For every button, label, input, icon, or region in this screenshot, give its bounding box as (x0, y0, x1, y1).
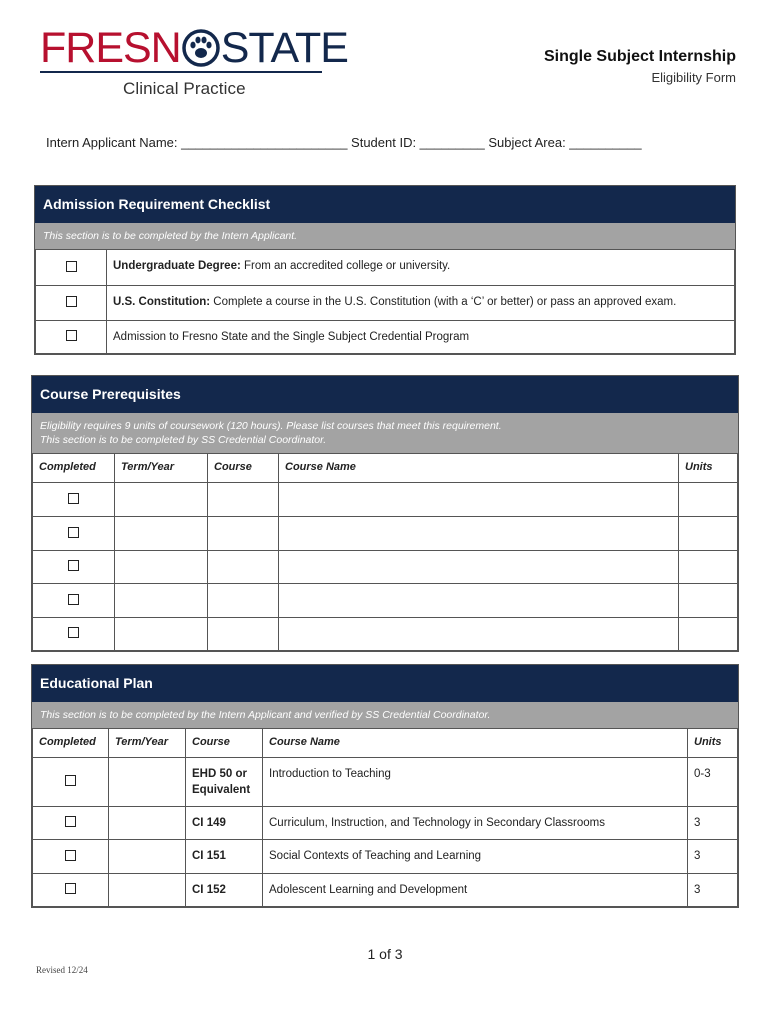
course-name-cell: Adolescent Learning and Development (263, 874, 688, 907)
page-number: 1 of 3 (367, 946, 403, 962)
educational-plan-note: This section is to be completed by the Intern Applicant and verified by SS Credential Coordinator. (32, 702, 738, 728)
table-header-row (33, 729, 738, 758)
admission-checklist-table (35, 249, 735, 354)
form-subtitle: Eligibility Form (651, 70, 736, 85)
units-cell: 0-3 (688, 758, 738, 807)
table-row (33, 517, 738, 551)
checkbox[interactable] (66, 261, 77, 272)
checklist-item-text: Complete a course in the U.S. Constitution (with a ‘C’ or better) or pass an approved exam. (210, 296, 677, 308)
checkbox[interactable] (66, 330, 77, 341)
units-cell: 3 (688, 807, 738, 840)
checklist-item-text: Admission to Fresno State and the Single Subject Credential Program (113, 331, 470, 343)
course-cell[interactable] (208, 551, 279, 584)
table-row (33, 618, 738, 651)
checkbox[interactable] (68, 594, 79, 605)
col-units: Units (679, 454, 738, 483)
course-cell[interactable] (208, 584, 279, 618)
logo-wordmark (40, 24, 348, 72)
units-cell[interactable] (679, 483, 738, 517)
prerequisites-section (31, 375, 739, 652)
course-name-cell[interactable] (279, 483, 679, 517)
admission-section-note: This section is to be completed by the Intern Applicant. (35, 223, 735, 249)
col-units: Units (688, 729, 738, 758)
course-cell[interactable] (208, 618, 279, 651)
checkbox[interactable] (66, 296, 77, 307)
course-name-cell[interactable] (279, 584, 679, 618)
prerequisites-table (32, 453, 738, 651)
course-name-cell: Social Contexts of Teaching and Learning (263, 840, 688, 874)
logo-subtitle: Clinical Practice (123, 79, 246, 98)
logo-text-state: STATE (220, 24, 348, 72)
checklist-row (36, 321, 735, 354)
term-year-cell[interactable] (115, 618, 208, 651)
prerequisites-section-note (32, 413, 738, 453)
units-cell[interactable] (679, 618, 738, 651)
prerequisites-section-title: Course Prerequisites (32, 376, 738, 413)
term-year-cell[interactable] (115, 551, 208, 584)
col-course: Course (186, 729, 263, 758)
paw-icon (182, 28, 220, 68)
checklist-item-label: U.S. Constitution: (113, 296, 211, 308)
checklist-row (36, 286, 735, 321)
term-year-cell[interactable] (109, 758, 186, 807)
col-term-year: Term/Year (109, 729, 186, 758)
checklist-item-label: Undergraduate Degree: (113, 260, 241, 272)
term-year-cell[interactable] (115, 517, 208, 551)
units-cell[interactable] (679, 584, 738, 618)
checkbox[interactable] (65, 883, 76, 894)
table-row (33, 874, 738, 907)
checkbox[interactable] (68, 627, 79, 638)
checkbox[interactable] (68, 527, 79, 538)
course-cell: CI 149 (186, 807, 263, 840)
checkbox[interactable] (65, 775, 76, 786)
term-year-cell[interactable] (115, 483, 208, 517)
table-row (33, 483, 738, 517)
course-cell[interactable] (208, 517, 279, 551)
col-course-name: Course Name (263, 729, 688, 758)
table-header-row (33, 454, 738, 483)
col-completed: Completed (33, 729, 109, 758)
units-cell[interactable] (679, 517, 738, 551)
admission-section-title: Admission Requirement Checklist (35, 186, 735, 223)
course-cell[interactable] (208, 483, 279, 517)
course-cell: CI 151 (186, 840, 263, 874)
col-term-year: Term/Year (115, 454, 208, 483)
table-row (33, 584, 738, 618)
term-year-cell[interactable] (109, 840, 186, 874)
course-name-cell[interactable] (279, 551, 679, 584)
applicant-fields-line[interactable]: Intern Applicant Name: _______________________ Student ID: _________ Subject Area: __________ (46, 135, 642, 150)
course-name-cell: Curriculum, Instruction, and Technology in Secondary Classrooms (263, 807, 688, 840)
course-name-cell[interactable] (279, 618, 679, 651)
educational-plan-table (32, 728, 738, 907)
fresno-state-logo (40, 24, 348, 99)
table-row (33, 807, 738, 840)
educational-plan-section (31, 664, 739, 908)
units-cell[interactable] (679, 551, 738, 584)
units-cell: 3 (688, 840, 738, 874)
form-title: Single Subject Internship (543, 48, 736, 65)
revision-note: Revised 12/24 (36, 965, 88, 975)
checkbox[interactable] (65, 850, 76, 861)
term-year-cell[interactable] (115, 584, 208, 618)
table-row (33, 551, 738, 584)
col-course-name: Course Name (279, 454, 679, 483)
checkbox[interactable] (68, 560, 79, 571)
checkbox[interactable] (65, 816, 76, 827)
educational-plan-title: Educational Plan (32, 665, 738, 702)
checkbox[interactable] (68, 493, 79, 504)
form-title-block (544, 48, 736, 85)
checklist-item-text: From an accredited college or university. (240, 260, 451, 272)
prerequisites-note-line-1: Eligibility requires 9 units of coursework (120 hours). Please list courses that meet this requirement. (40, 420, 502, 432)
term-year-cell[interactable] (109, 807, 186, 840)
checklist-row (36, 250, 735, 286)
units-cell: 3 (688, 874, 738, 907)
table-row (33, 758, 738, 807)
admission-section (34, 185, 736, 355)
course-name-cell[interactable] (279, 517, 679, 551)
col-completed: Completed (33, 454, 115, 483)
prerequisites-note-line-2: This section is to be completed by SS Credential Coordinator. (40, 434, 327, 446)
logo-text-fresno: FRESN (40, 24, 181, 72)
course-name-cell: Introduction to Teaching (263, 758, 688, 807)
col-course: Course (208, 454, 279, 483)
table-row (33, 840, 738, 874)
term-year-cell[interactable] (109, 874, 186, 907)
course-cell: EHD 50 or Equivalent (186, 758, 263, 807)
course-cell: CI 152 (186, 874, 263, 907)
